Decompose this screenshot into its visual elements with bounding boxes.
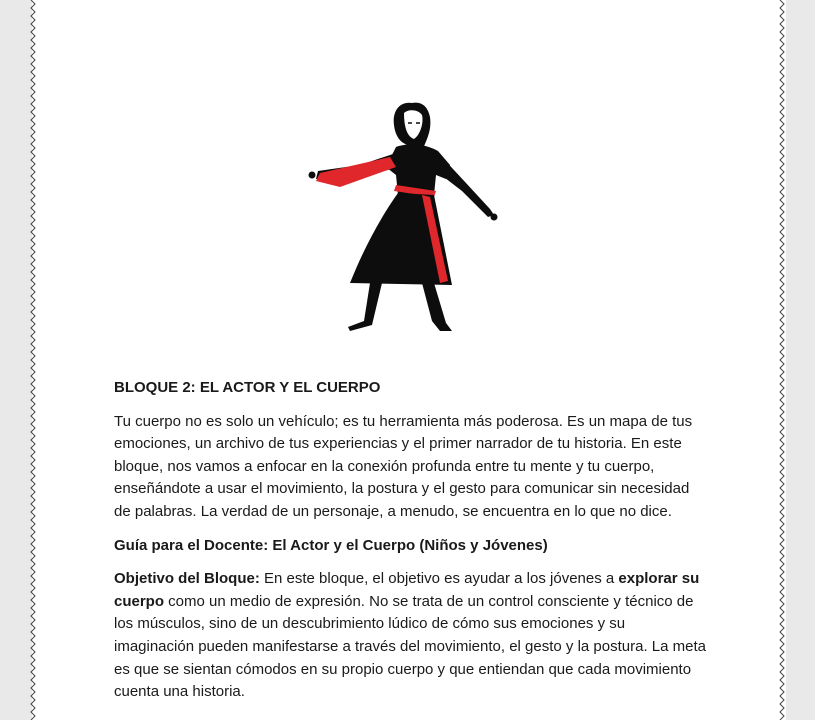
objective-text-2: como un medio de expresión. No se trata de un control consciente y técnico de los músculos, sino de un descubrimiento lúdico de cómo sus emociones y su imaginación pueden manifestarse a través del movimiento, el gesto y la postura. La meta es que se sientan cómodos en su propio cuerpo y que entiendan que cada movimiento cuenta una historia. [114, 592, 706, 701]
page-left-edge [28, 0, 38, 720]
page-right-edge [777, 0, 787, 720]
objective-text-1: En este bloque, el objetivo es ayudar a los jóvenes a [259, 570, 619, 588]
actor-figure-icon [300, 95, 500, 335]
guide-heading: Guía para el Docente: El Actor y el Cuerpo (Niños y Jóvenes) [114, 536, 548, 554]
document-content [114, 377, 706, 715]
block-title: BLOQUE 2: EL ACTOR Y EL CUERPO [114, 379, 381, 396]
objective-emphasis: explorar su cuerpo [114, 570, 700, 610]
intro-paragraph: Tu cuerpo no es solo un vehículo; es tu herramienta más poderosa. Es un mapa de tus emociones, un archivo de tus experiencias y el primer narrador de tu historia. En este bloque, nos vamos a enfocar en la conexión profunda entre tu mente y tu cuerpo, enseñándote a usar el movimiento, la postura y el gesto para comunicar sin necesidad de palabras. La verdad de un personaje, a menudo, se encuentra en lo que no dice. [114, 412, 693, 520]
objective-paragraph [114, 568, 706, 704]
objective-label: Objetivo del Bloque: [114, 570, 260, 588]
